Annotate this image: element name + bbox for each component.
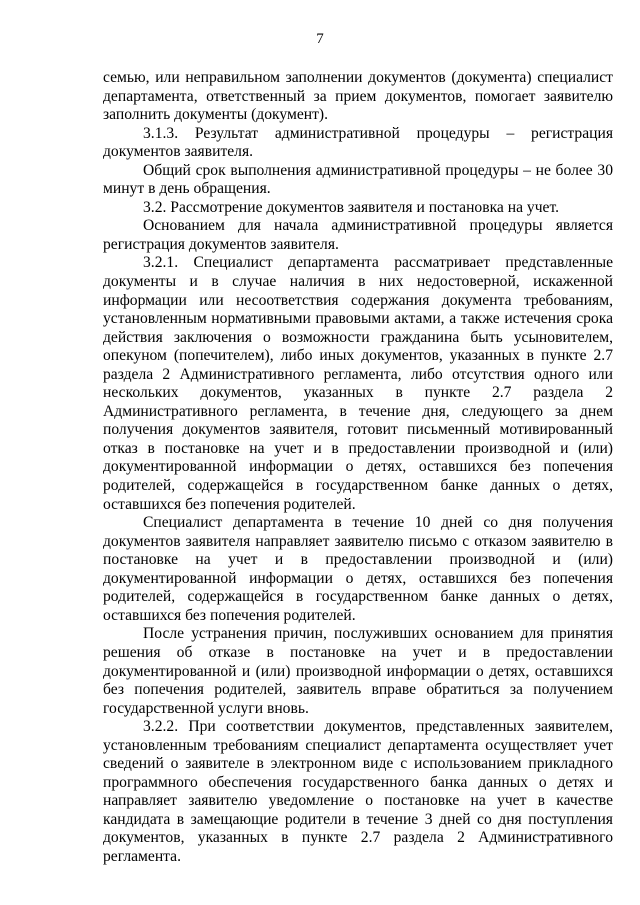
- paragraph-3-1-3: 3.1.3. Результат административной процедуры – регистрация документов заявителя.: [103, 124, 613, 161]
- paragraph-continuation: семью, или неправильном заполнении документов (документа) специалист департамента, ответственный за прием документов, помогает заявителю заполнить документы (документ).: [103, 69, 613, 124]
- paragraph-total-duration: Общий срок выполнения административной процедуры – не более 30 минут в день обращения.: [103, 161, 613, 198]
- paragraph-basis: Основанием для начала административной процедуры является регистрация документов заявителя.: [103, 217, 613, 253]
- paragraph-3-2-1: 3.2.1. Специалист департамента рассматривает представленные документы и в случае наличия в них недостоверной, искаженной информации или несоответствия содержания документа требованиям, установленным нормативными правовыми актами, а также истечения срока действия заключения о возможности гражданина быть усыновителем, опекуном (попечителем), либо иных документов, указанных в пункте 2.7 раздела 2 Административного регламента, либо отсутствия одного или нескольких документов, указанных в пункте 2.7 раздела 2 Административного регламента, в течение дня, следующего за днем получения документов заявителя, готовит письменный мотивированный отказ в постановке на учет и в предоставлении производной и (или) документированной информации о детях, оставшихся без попечения родителей, содержащейся в государственном банке данных о детях, оставшихся без попечения родителей.: [103, 254, 613, 513]
- section-heading-3-2: 3.2. Рассмотрение документов заявителя и постановка на учет.: [143, 198, 559, 216]
- page-number: 7: [316, 31, 324, 47]
- paragraph-3-2-2: 3.2.2. При соответствии документов, представленных заявителем, установленным требованиям специалист департамента осуществляет учет сведений о заявителе в электронном виде с использованием прикладного программного обеспечения государственного банка данных о детях и направляет заявителю уведомление о постановке на учет в качестве кандидата в замещающие родители в течение 3 дней со дня поступления документов, указанных в пункте 2.7 раздела 2 Административного регламента.: [103, 718, 613, 865]
- paragraph-refusal-letter: Специалист департамента в течение 10 дней со дня получения документов заявителя направляет заявителю письмо с отказом заявителю в постановке на учет и в предоставлении производной и (или) документированной информации о детях, оставшихся без попечения родителей, содержащейся в государственном банке данных о детях, оставшихся без попечения родителей.: [103, 514, 613, 624]
- paragraph-reapply: После устранения причин, послуживших основанием для принятия решения об отказе в постановке на учет и в предоставлении документированной и (или) производной информации о детях, оставшихся без попечения родителей, заявитель вправе обратиться за получением государственной услуги вновь.: [103, 625, 613, 717]
- document-body: [103, 69, 613, 867]
